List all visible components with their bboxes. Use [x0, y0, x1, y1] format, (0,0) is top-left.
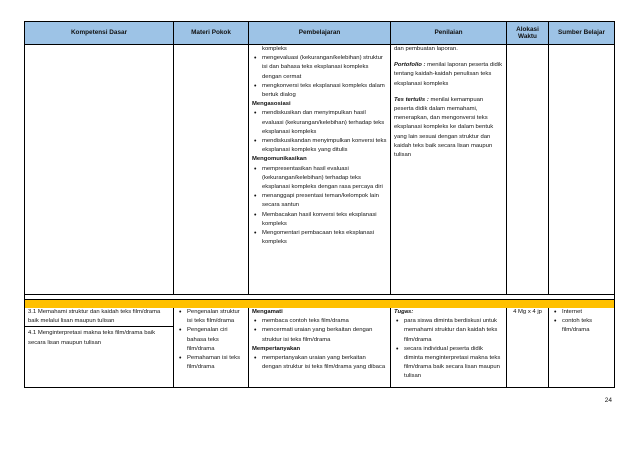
sumber-cell [549, 308, 615, 388]
alokasi-cell [507, 45, 549, 295]
kompetensi-cell [24, 308, 174, 388]
penilaian-cell [391, 45, 507, 295]
header-penilaian: Penilaian [391, 21, 507, 45]
list-item: • Pengenalan struktur isi teks film/drama [177, 308, 245, 326]
list-item: • mengkonversi teks eksplanasi kompleks dalam bertuk dialog [252, 82, 387, 100]
section-heading: Mengamati [252, 309, 283, 315]
tugas-label: Tugas: [394, 309, 414, 315]
portofolio-text: menilai laporan peserta didik tentang kaidah-kaidah penulisan teks eksplanasi kompleks [394, 62, 503, 87]
list-item: • para siswa diminta berdiskusi untuk memahami struktur dan kaidah teks film/drama [394, 317, 503, 345]
materi-cell [174, 45, 249, 295]
list-item: • Mengomentari pembacaan teks eksplanasi kompleks [252, 229, 387, 247]
tes-label: Tes tertulis : [394, 96, 429, 103]
syllabus-table [24, 21, 615, 388]
page-number: 24 [604, 397, 612, 404]
section-heading: Mengomunikasikan [252, 156, 307, 163]
list-item: • contoh teks film/drama [552, 317, 611, 335]
materi-cell [174, 308, 249, 388]
list-item: • mengevaluasi (kekurangan/kelebihan) struktur isi dan bahasa teks eksplanasi kompleks dengan cermat [252, 54, 387, 82]
header-materi: Materi Pokok [174, 21, 249, 45]
continued-text: dan pembuatan laporan. [394, 46, 458, 52]
tes-text: menilai kemampuan peserta didik dalam memahami, menerapkan, dan mengonversi teks eksplanasi kompleks ke dalam bentuk yang lain sesuai dengan struktur dan kaidah teks baik secara lisan maupun tulisan [394, 96, 494, 159]
pembelajaran-cell [249, 308, 391, 388]
tes-block [394, 96, 503, 160]
divider-band [24, 300, 615, 308]
sumber-cell [549, 45, 615, 295]
list-item: • Pengenalan ciri bahasa teks film/drama [177, 326, 245, 354]
kd-item: 3.1 Memahami struktur dan kaidah teks film/drama baik melalui lisan maupun tulisan [28, 309, 161, 325]
table-row [24, 45, 615, 295]
table-header [24, 21, 615, 45]
list-item: • secara individual peserta didik diminta menginterpretasi makna teks film/drama baik secara lisan maupun tulisan [394, 345, 503, 382]
continued-text: kompleks [262, 46, 287, 52]
penilaian-cell [391, 308, 507, 388]
list-item: • Membacakan hasil konversi teks eksplanasi kompleks [252, 211, 387, 229]
list-item: • mencermati uraian yang berkaitan dengan struktur isi teks film/drama [252, 326, 387, 344]
list-item: • mempertanyakan uraian yang berkaitan dengan struktur isi teks film/drama yang dibaca [252, 354, 387, 372]
section-heading: Mengasosiasi [252, 101, 291, 108]
alokasi-value: 4 Mg x 4 jp [513, 309, 542, 315]
header-pembelajaran: Pembelajaran [249, 21, 391, 45]
list-item: • Internet [552, 308, 611, 317]
list-item: • Pemahaman isi teks film/drama [177, 354, 245, 372]
header-sumber: Sumber Belajar [549, 21, 615, 45]
list-item: • menanggapi presentasi teman/kelompok lain secara santun [252, 192, 387, 210]
pembelajaran-cell [249, 45, 391, 295]
kompetensi-cell [24, 45, 174, 295]
alokasi-cell [507, 308, 549, 388]
section-heading: Mempertanyakan [252, 345, 301, 352]
portofolio-block [394, 61, 503, 89]
table-row [24, 308, 615, 388]
list-item: • mendiskusikandan menyimpulkan konversi teks eksplanasi kompleks yang ditulis [252, 137, 387, 155]
header-kompetensi: Kompetensi Dasar [24, 21, 174, 45]
kd-item: 4.1 Menginterpretasi makna teks film/drama baik secara lisan maupun tulisan [25, 326, 173, 347]
list-item: • membaca contoh teks film/drama [252, 317, 387, 326]
portofolio-label: Portofolio : [394, 62, 426, 69]
header-alokasi: Alokasi Waktu [507, 21, 549, 45]
list-item: • mendiskusikan dan menyimpulkan hasil evaluasi (kekurangan/kelebihan) terhadap teks eksplanasi kompleks [252, 109, 387, 137]
list-item: • mempresentasikan hasil evaluasi (kekurangan/kelebihan) terhadap teks eksplanasi kompleks dengan rasa percaya diri [252, 165, 387, 193]
